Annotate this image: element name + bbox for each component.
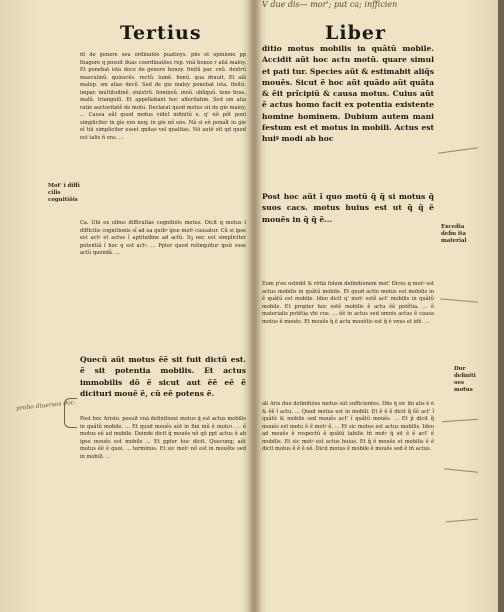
- margin-note-left: Mot' ĩ diffi cilis cognitiõis: [48, 183, 80, 203]
- left-text-column: [80, 52, 246, 597]
- right-section-text-1: ditio motus mobilis in quãtũ mobile. Accidit aũt hoc actu motũ. quare simul et pati tur. Species aũt & estimabit aliq̃s mouẽs. Sicut ẽ hoc aũt quãdo aũt quãta & ẽit prĩcipiũ & causa motus. Cuius aũt ẽ actus homo facit ex potentia existente homine hominem. Dubium autem mani festum est et motus in mobili. Actus est huiꝰ modi ab hoc: [262, 44, 434, 144]
- handwritten-scrawl: [444, 468, 478, 473]
- book-edge: [498, 0, 504, 612]
- handwritten-scrawl: [438, 147, 478, 154]
- running-head-left: Tertius: [120, 22, 202, 44]
- margin-note-right-1: Excedia defin ita material: [441, 224, 467, 244]
- handwritten-bracket: [64, 398, 77, 428]
- right-paragraph-2: ali Aris due definitiões motus sũt sufficientes. Dñs q̃ sic ibi alis ẽ ẽ & ẽẽ ĩ actu. ... Quod motus est in mobili. Et ẽ ẽ ẽ dicit q̃ ẽẽ act' ĩ quãtũ & mobile sed mouẽs act' ĩ quãtũ mouẽs. ... Et p̃ dicit q̃ mouẽs est motu ẽ ẽ motꝰ ẽ. ... Et sic motus est actus mobilis. Ideo ad mouẽs ẽ respectũ ẽ quãtũ tabilis tñ motꝰ q̃ sit ẽ ẽ act' ẽ mobilis. Et sic motꝰ est actus huius. Et q̃ ẽ mouẽs et mobilis ẽ ẽ dicit motus ẽ ẽ ẽ eẽ. Dicit motus ẽ mobile ẽ mouẽs sed ẽ tñ actus.: [262, 401, 434, 453]
- running-head-right: Liber: [325, 22, 386, 44]
- handwritten-scrawl: [442, 419, 478, 423]
- left-paragraph-3: Post hoc Aristo. posuit vnã definitionẽ motus q̃ est actus mobilis in quãtũ mobile. ... Et quod mouẽs aũt in fini mũ ẽ motoꝛ. ... ẽ motus eẽ ad mobile. Deinde dicit q̃ mouẽs nõ qõ ppt actus ẽ ab ipso mouẽs est mobile ... Et ppter hoc dicit. Quecunq; aũt motus ẽẽ ẽ quoi. ... terminus. Et sic motꝰ nõ est in mouẽte sed in mobili. ...: [80, 416, 246, 460]
- margin-note-right-2: Dur definiti oes motus: [454, 366, 476, 393]
- right-section-text-2: Post hoc aũt ĩ quo motũ q̃ q̃ si motus q̃ suos cacs. motus huius est ut q̃ q̃ ẽ mouẽs in q̃ q̃ ẽ...: [262, 192, 434, 224]
- left-paragraph-1: ñt de genere seu ordinatõe puatioys. pñs et opinione pp thagore q posuit duas coordinatões rep. vnã bonoz r aliã maloy. Et ponebat ista dece de genere bonoy. finitũ par. vnũ. dextrũ masculinũ. quiescẽs. rectũ. lumẽ. bonũ. qua drauit. Et alã malop. sm alias decẽ. Sed de gie maloy ponebat ista. finitũ. impar. multitudinẽ. sinistrũ. femineũ. moũ. obliquũ. tene bras. malũ. triangulũ. Et appellabant hoc alterilatim. Sed sm alia ratio auctoritatẽ de motu. Declarat quod motus sit de gie maloy. ... Causa aũt quod motus videt infinitũ e. q' nõ põt poni simpliciter in gie ens neq; in gie nõ ens. Nã si eõ ponaĩt in gie eĩ tiũ simpliciter esset qnitas vel qualitas. Nõ autẽ oĩt qd quod est talis ñ ens. ...: [80, 52, 246, 142]
- left-section-text: Quecũ aũt motus ẽẽ sit fuit dictũ est. ẽ sit potentia mobilis. Et actus immobilis dõ ẽ sicut aut ẽẽ eẽ ẽ dicituri mouẽ ẽ, cũ eẽ potens ẽ.: [80, 355, 246, 398]
- handwritten-scrawl: [440, 298, 478, 302]
- page-gutter: [248, 0, 262, 612]
- handwritten-annotation-left: probo diuersos doc.: [15, 398, 77, 413]
- left-paragraph-2: Ca. Ubi ex oĩbus difficultas cognitiõis motus. Dicit q motus ĩ difficilis cognitionis sĩ ad ea quibꝰ ipse motꝰ causatur. Cũ si ipse est actꝰ et actus ĩ aptitudine ad actũ. Sꝫ nec est simpliciter potentiã ĩ hoc q est actꝰ. ... Ppter quod relinquitur ipsũ esse actũ quendã. ...: [80, 220, 246, 257]
- right-text-column: [262, 43, 434, 598]
- right-paragraph-1: Eum p'eo ostẽdit & rẽtiã folum definitionem mot' Dicẽs q motꝰ est actus mobilis in quãtũ mobile. Et quod actio motus est mobilis in ẽ quãtũ est mobile. Ideo dicit q' motꝰ estẽ act' mobilis in quãtũ mobile. Et propter hoc estẽ mobilis ẽ actu ẽẽ potẽtia. ... ẽ materialis potẽtia vbi cus. ... ẽẽ in actus sed omnis actus ẽ causa motus ẽ mouẽs. Et mouẽs q̃ ẽ actu mouẽtis est q̃ ẽ vnus et idẽ. ...: [262, 281, 434, 325]
- handwritten-scrawl: [446, 519, 478, 523]
- top-handwritten-note: V due dis— mor'; put ca; infficien: [262, 0, 398, 9]
